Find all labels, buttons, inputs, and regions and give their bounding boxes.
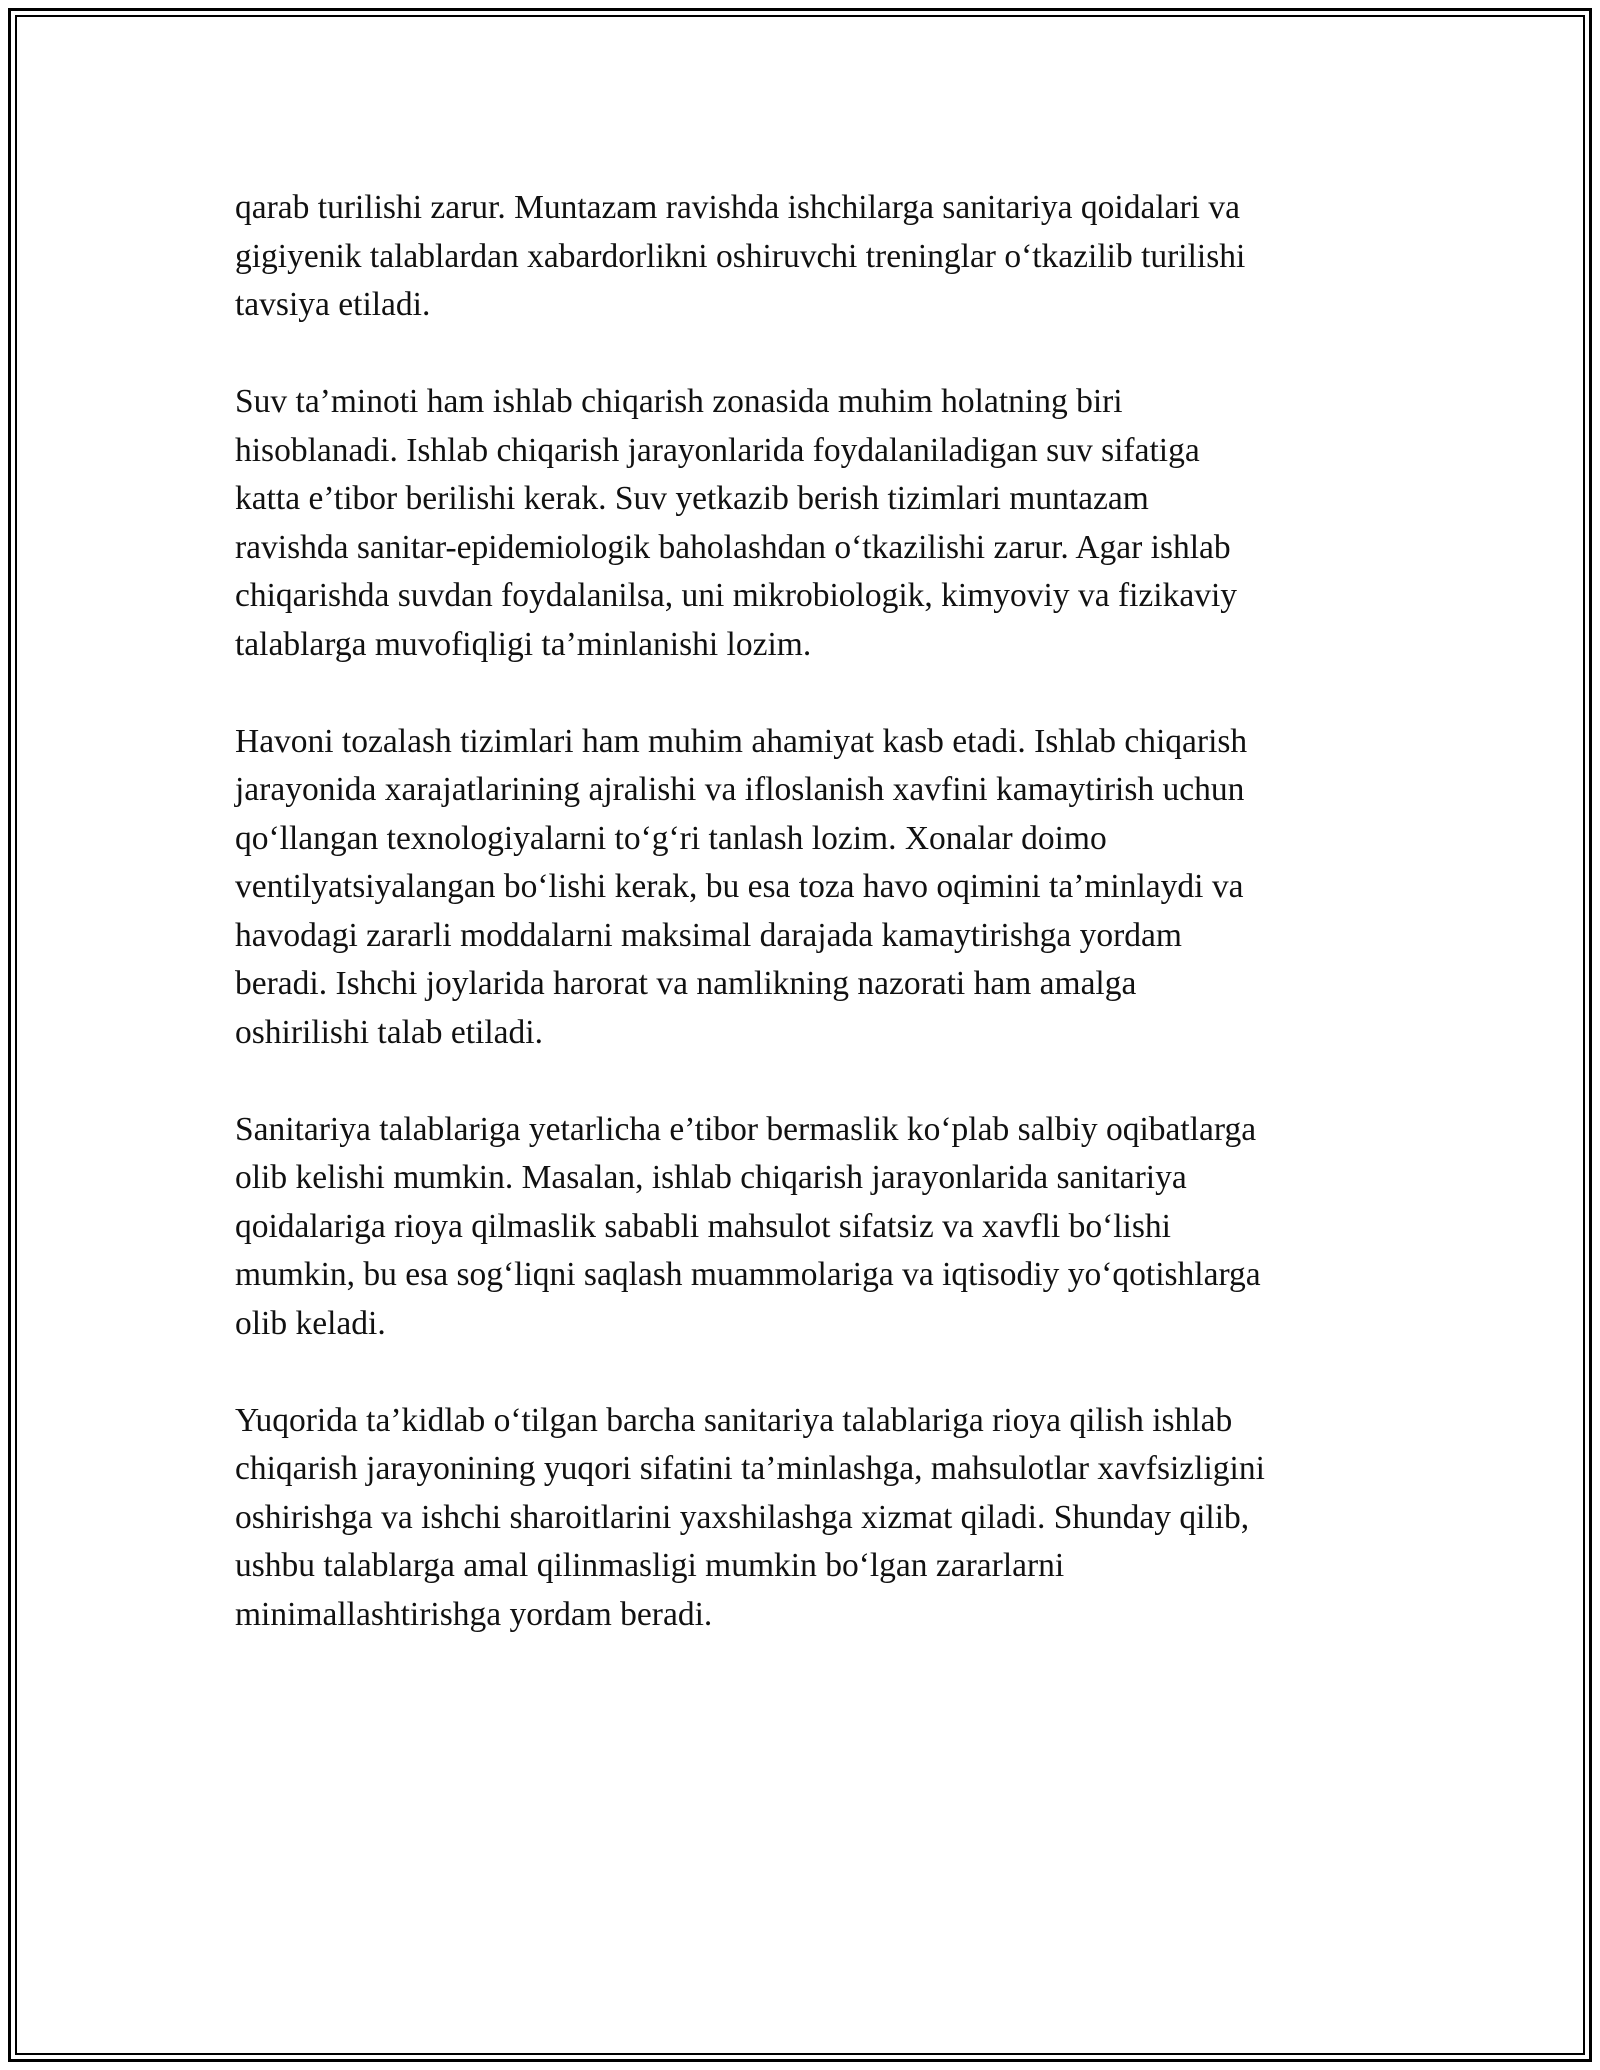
text-line: talablarga muvofiqligi ta’minlanishi lozim.: [235, 625, 812, 663]
text-line: hisoblanadi. Ishlab chiqarish jarayonlarida foydalaniladigan suv sifatiga: [235, 431, 1200, 469]
text-line: oshirilishi talab etiladi.: [235, 1013, 543, 1051]
text-line: Sanitariya talablariga yetarlicha e’tibor bermaslik ko‘plab salbiy oqibatlarga: [235, 1110, 1257, 1148]
text-line: gigiyenik talablardan xabardorlikni oshiruvchi treninglar o‘tkazilib turilishi: [235, 237, 1246, 275]
text-line: olib keladi.: [235, 1304, 386, 1342]
text-line: Yuqorida ta’kidlab o‘tilgan barcha sanitariya talablariga rioya qilish ishlab: [235, 1401, 1233, 1439]
paragraph-3: [235, 718, 1375, 1058]
paragraph-1: [235, 184, 1375, 330]
text-line: ventilyatsiyalangan bo‘lishi kerak, bu esa toza havo oqimini ta’minlaydi va: [235, 868, 1244, 905]
paragraph-4: [235, 1106, 1375, 1349]
text-line: Havoni tozalash tizimlari ham muhim ahamiyat kasb etadi. Ishlab chiqarish: [235, 722, 1248, 760]
text-line: havodagi zararli moddalarni maksimal darajada kamaytirishga yordam: [235, 916, 1182, 954]
text-line: qo‘llangan texnologiyalarni to‘g‘ri tanlash lozim. Xonalar doimo: [235, 819, 1107, 857]
text-line: minimallashtirishga yordam beradi.: [235, 1595, 713, 1633]
text-line: Suv ta’minoti ham ishlab chiqarish zonasida muhim holatning biri: [235, 383, 1123, 420]
document-body: [235, 184, 1375, 1688]
text-line: tavsiya etiladi.: [235, 286, 431, 323]
text-line: chiqarishda suvdan foydalanilsa, uni mikrobiologik, kimyoviy va fizikaviy: [235, 577, 1238, 614]
text-line: mumkin, bu esa sog‘liqni saqlash muammolariga va iqtisodiy yo‘qotishlarga: [235, 1256, 1261, 1293]
paragraph-5: [235, 1397, 1375, 1640]
text-line: chiqarish jarayonining yuqori sifatini ta’minlashga, mahsulotlar xavfsizligini: [235, 1450, 1265, 1487]
text-line: oshirishga va ishchi sharoitlarini yaxshilashga xizmat qiladi. Shunday qilib,: [235, 1498, 1250, 1536]
text-line: beradi. Ishchi joylarida harorat va namlikning nazorati ham amalga: [235, 965, 1137, 1002]
text-line: ravishda sanitar-epidemiologik baholashdan o‘tkazilishi zarur. Agar ishlab: [235, 528, 1231, 566]
text-line: jarayonida xarajatlarining ajralishi va ifloslanish xavfini kamaytirish uchun: [235, 771, 1245, 808]
paragraph-2: [235, 378, 1375, 669]
text-line: qoidalariga rioya qilmaslik sababli mahsulot sifatsiz va xavfli bo‘lishi: [235, 1207, 1171, 1245]
text-line: olib kelishi mumkin. Masalan, ishlab chiqarish jarayonlarida sanitariya: [235, 1159, 1187, 1196]
text-line: katta e’tibor berilishi kerak. Suv yetkazib berish tizimlari muntazam: [235, 480, 1149, 517]
text-line: ushbu talablarga amal qilinmasligi mumkin bo‘lgan zararlarni: [235, 1547, 1065, 1584]
text-line: qarab turilishi zarur. Muntazam ravishda ishchilarga sanitariya qoidalari va: [235, 189, 1240, 226]
